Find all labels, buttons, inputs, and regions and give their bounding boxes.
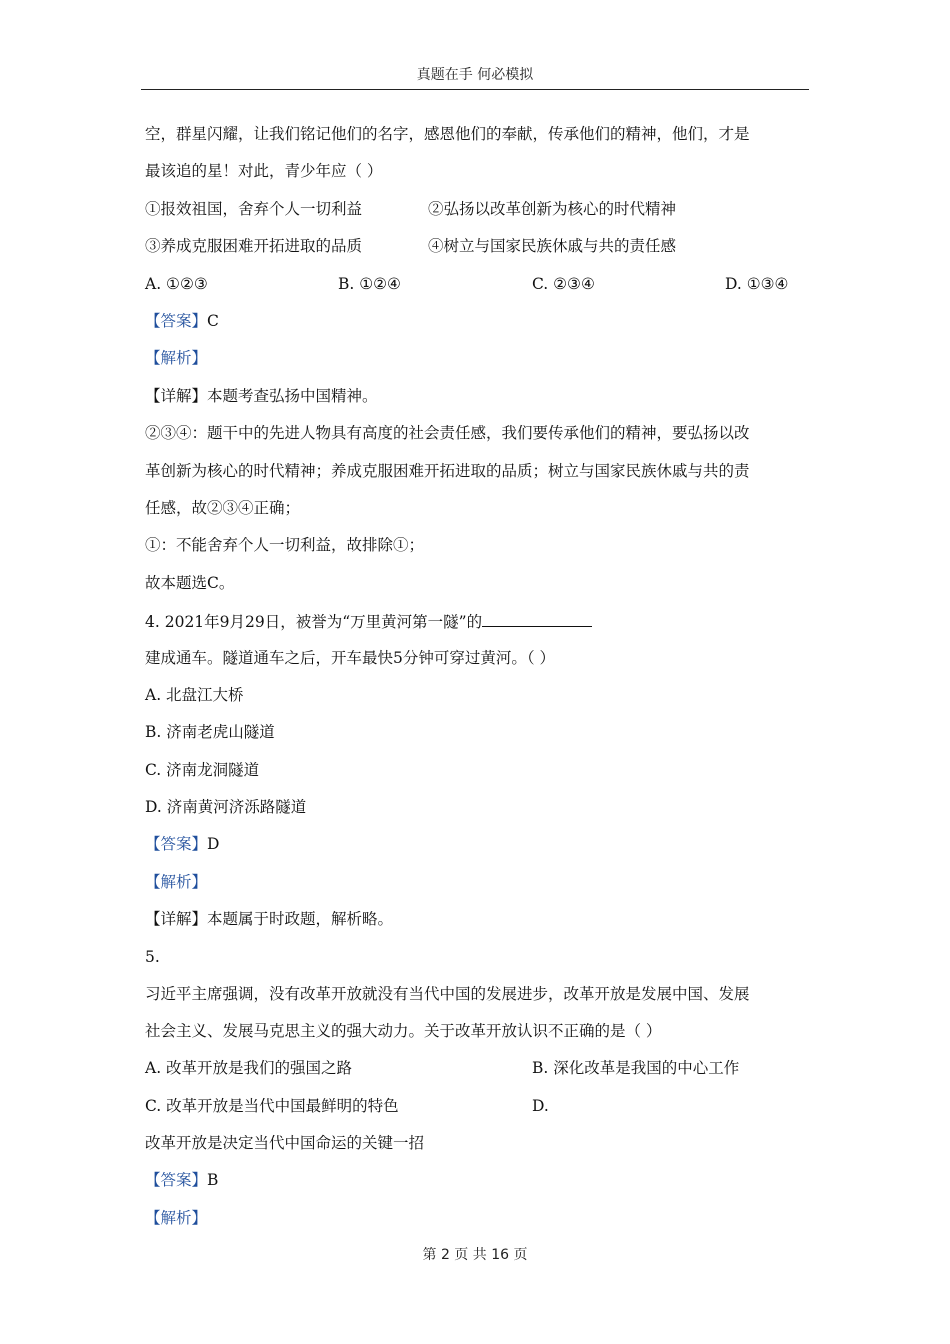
answer-value: D <box>207 835 220 853</box>
answer-value: C <box>207 312 219 330</box>
page-footer: 第 2 页 共 16 页 <box>422 1247 528 1263</box>
q5-option-b: B. 深化改革是我国的中心工作 <box>532 1059 740 1077</box>
q3-stem-line1: 空，群星闪耀，让我们铭记他们的名字，感恩他们的奉献，传承他们的精神，他们，才是 <box>145 125 750 143</box>
q3-item-4: ④树立与国家民族休戚与共的责任感 <box>428 237 677 255</box>
q5-option-d: D. <box>532 1097 549 1115</box>
q4-analysis-label: 【解析】 <box>145 873 208 891</box>
answer-label: 【答案】 <box>145 312 208 330</box>
q3-explain-line3: 任感，故②③④正确； <box>145 499 301 517</box>
q4-option-a: A. 北盘江大桥 <box>145 686 244 704</box>
q4-answer <box>145 834 219 854</box>
q3-item-3: ③养成克服困难开拓进取的品质 <box>145 237 363 255</box>
q4-option-c: C. 济南龙洞隧道 <box>145 761 260 779</box>
q4-stem-line2: 建成通车。隧道通车之后，开车最快5分钟可穿过黄河。（ ） <box>145 649 556 667</box>
q3-explain-line2: 革创新为核心的时代精神；养成克服困难开拓进取的品质；树立与国家民族休戚与共的责 <box>145 462 750 480</box>
answer-label: 【答案】 <box>145 835 208 853</box>
q5-number: 5. <box>145 948 160 966</box>
q3-option-b: B. ①②④ <box>338 275 401 293</box>
page-header: 真题在手 何必模拟 <box>416 67 534 83</box>
q5-option-d-text: 改革开放是决定当代中国命运的关键一招 <box>145 1134 425 1152</box>
q3-answer <box>145 311 219 331</box>
q4-option-d: D. 济南黄河济泺路隧道 <box>145 798 307 816</box>
q3-explain-line5: 故本题选C。 <box>145 574 235 592</box>
fill-blank <box>482 610 592 627</box>
q3-analysis-label: 【解析】 <box>145 349 208 367</box>
detail-text: 本题考查弘扬中国精神。 <box>207 387 378 405</box>
header-divider <box>141 89 809 90</box>
q5-stem-line2: 社会主义、发展马克思主义的强大动力。关于改革开放认识不正确的是（ ） <box>145 1022 662 1040</box>
detail-label: 【详解】 <box>145 387 208 405</box>
answer-label: 【答案】 <box>145 1171 208 1189</box>
answer-value: B <box>207 1171 219 1189</box>
q5-option-c: C. 改革开放是当代中国最鲜明的特色 <box>145 1097 399 1115</box>
q4-option-b: B. 济南老虎山隧道 <box>145 723 275 741</box>
q3-option-c: C. ②③④ <box>532 275 595 293</box>
q4-stem-text: 4. 2021年9月29日，被誉为“万里黄河第一隧”的 <box>145 613 483 631</box>
q3-explain-line1: ②③④：题干中的先进人物具有高度的社会责任感，我们要传承他们的精神，要弘扬以改 <box>145 424 750 442</box>
q3-detail <box>145 386 378 406</box>
q3-item-1: ①报效祖国，舍弃个人一切利益 <box>145 200 363 218</box>
detail-text: 本题属于时政题，解析略。 <box>207 910 394 928</box>
q3-explain-line4: ①：不能舍弃个人一切利益，故排除①； <box>145 536 425 554</box>
q5-option-a: A. 改革开放是我们的强国之路 <box>145 1059 353 1077</box>
q3-item-2: ②弘扬以改革创新为核心的时代精神 <box>428 200 677 218</box>
q3-stem-line2: 最该追的星！对此，青少年应（ ） <box>145 162 383 180</box>
q5-answer <box>145 1170 218 1190</box>
q5-stem-line1: 习近平主席强调，没有改革开放就没有当代中国的发展进步，改革开放是发展中国、发展 <box>145 985 750 1003</box>
q3-option-d: D. ①③④ <box>725 275 789 293</box>
q4-stem-line1 <box>145 610 592 632</box>
q4-detail <box>145 909 393 929</box>
q5-analysis-label: 【解析】 <box>145 1209 208 1227</box>
detail-label: 【详解】 <box>145 910 208 928</box>
q3-option-a: A. ①②③ <box>145 275 208 293</box>
